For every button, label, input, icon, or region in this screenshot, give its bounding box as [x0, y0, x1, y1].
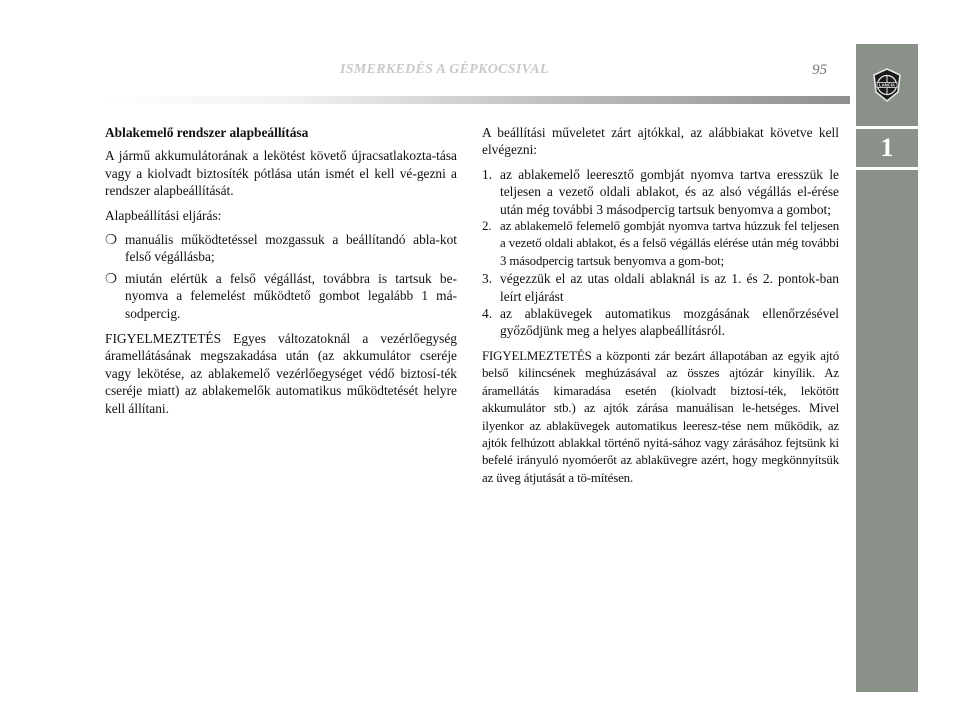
step-number: 3.	[482, 271, 493, 287]
step-number: 1.	[482, 166, 493, 182]
logo-text: LANCIA	[879, 82, 895, 88]
step-text: végezzük el az utas oldali ablaknál is az 1. és 2. pontok-ban leírt eljárást	[500, 271, 839, 304]
bullet-circle-icon: ❍	[105, 232, 118, 248]
intro-paragraph: A jármű akkumulátorának a lekötést követő újracsatlakozta-tása vagy a kiolvadt biztosíték pótlása után ismét el kell vé-gezni a rendszer alapbeállítását.	[105, 148, 457, 199]
warning-paragraph: FIGYELMEZTETÉS Egyes változatoknál a vezérlőegység áramellátásának megszakadása után (az akkumulátor cseréje vagy lekötése, az ablakemelő vezérlőegységet védő biztosí-ték cseréje miatt) az ablakemelők automatikus működtetését helyre kell állítani.	[105, 331, 457, 416]
bullet-item	[105, 270, 457, 322]
step-text: az ablakemelő felemelő gombját nyomva tartva húzzuk fel teljesen a vezető oldali ablakot, és a felső végállás elérése után még további 3 másodpercig tartsuk benyomva a gom-bot;	[500, 219, 839, 268]
step-number: 4.	[482, 306, 493, 322]
lancia-logo-icon	[869, 67, 905, 103]
step-text: az ablaküvegek automatikus mozgásának ellenőrzésével győződjünk meg a helyes alapbeállításról.	[500, 306, 839, 339]
step-text: az ablakemelő leeresztő gombját nyomva tartva eresszük le teljesen a vezető oldali ablakot, és az alsó végállás el-érése után még további 3 másodpercig tartsuk benyomva a gombot;	[500, 166, 839, 217]
page-number: 95	[812, 62, 827, 78]
right-column	[482, 124, 839, 494]
chapter-sidebar	[856, 44, 918, 692]
sidebar-divider	[856, 167, 918, 170]
bullet-circle-icon: ❍	[105, 270, 118, 286]
bullet-text: manuális működtetéssel mozgassuk a beállítandó abla-kot felső végállásba;	[125, 232, 457, 265]
section-heading: Ablakemelő rendszer alapbeállítása	[105, 125, 309, 140]
step-item	[482, 166, 839, 218]
bullet-text: miután elértük a felső végállást, továbbra is tartsuk be-nyomva a felemelést működtető gombot legalább 1 má-sodpercig.	[125, 270, 457, 321]
procedure-label: Alapbeállítási eljárás:	[105, 207, 222, 223]
left-column	[105, 124, 457, 424]
procedure-intro: A beállítási műveletet zárt ajtókkal, az alábbiakat követve kell elvégezni:	[482, 125, 839, 158]
chapter-number: 1	[880, 133, 894, 162]
logo-cell	[856, 44, 918, 126]
running-header-title: ISMERKEDÉS A GÉPKOCSIVAL	[340, 62, 549, 77]
warning-paragraph: FIGYELMEZTETÉS a központi zár bezárt állapotában az egyik ajtó belső kilincsének meghúzásával az összes ajtózár kinyílik. Az áramellátás kimaradása esetén (kiolvadt biztosí-ték, lekötött akkumulátor stb.) az ajtók zárása manuálisan le-hetséges. Mivel ilyenkor az ablaküvegek automatikus leeresz-tése nem működik, az ajtók felhúzott ablakkal történő nyitá-sához vagy zárásához fejtsünk ki befelé irányuló nyomóerőt az ablaküvegre azért, hogy megkönnyítsük az üveg átjutását a tö-mítésen.	[482, 348, 839, 485]
header-rule	[100, 96, 850, 104]
step-number: 2.	[482, 219, 492, 234]
step-item	[482, 218, 839, 270]
step-item	[482, 270, 839, 305]
step-item	[482, 305, 839, 340]
bullet-item	[105, 231, 457, 266]
